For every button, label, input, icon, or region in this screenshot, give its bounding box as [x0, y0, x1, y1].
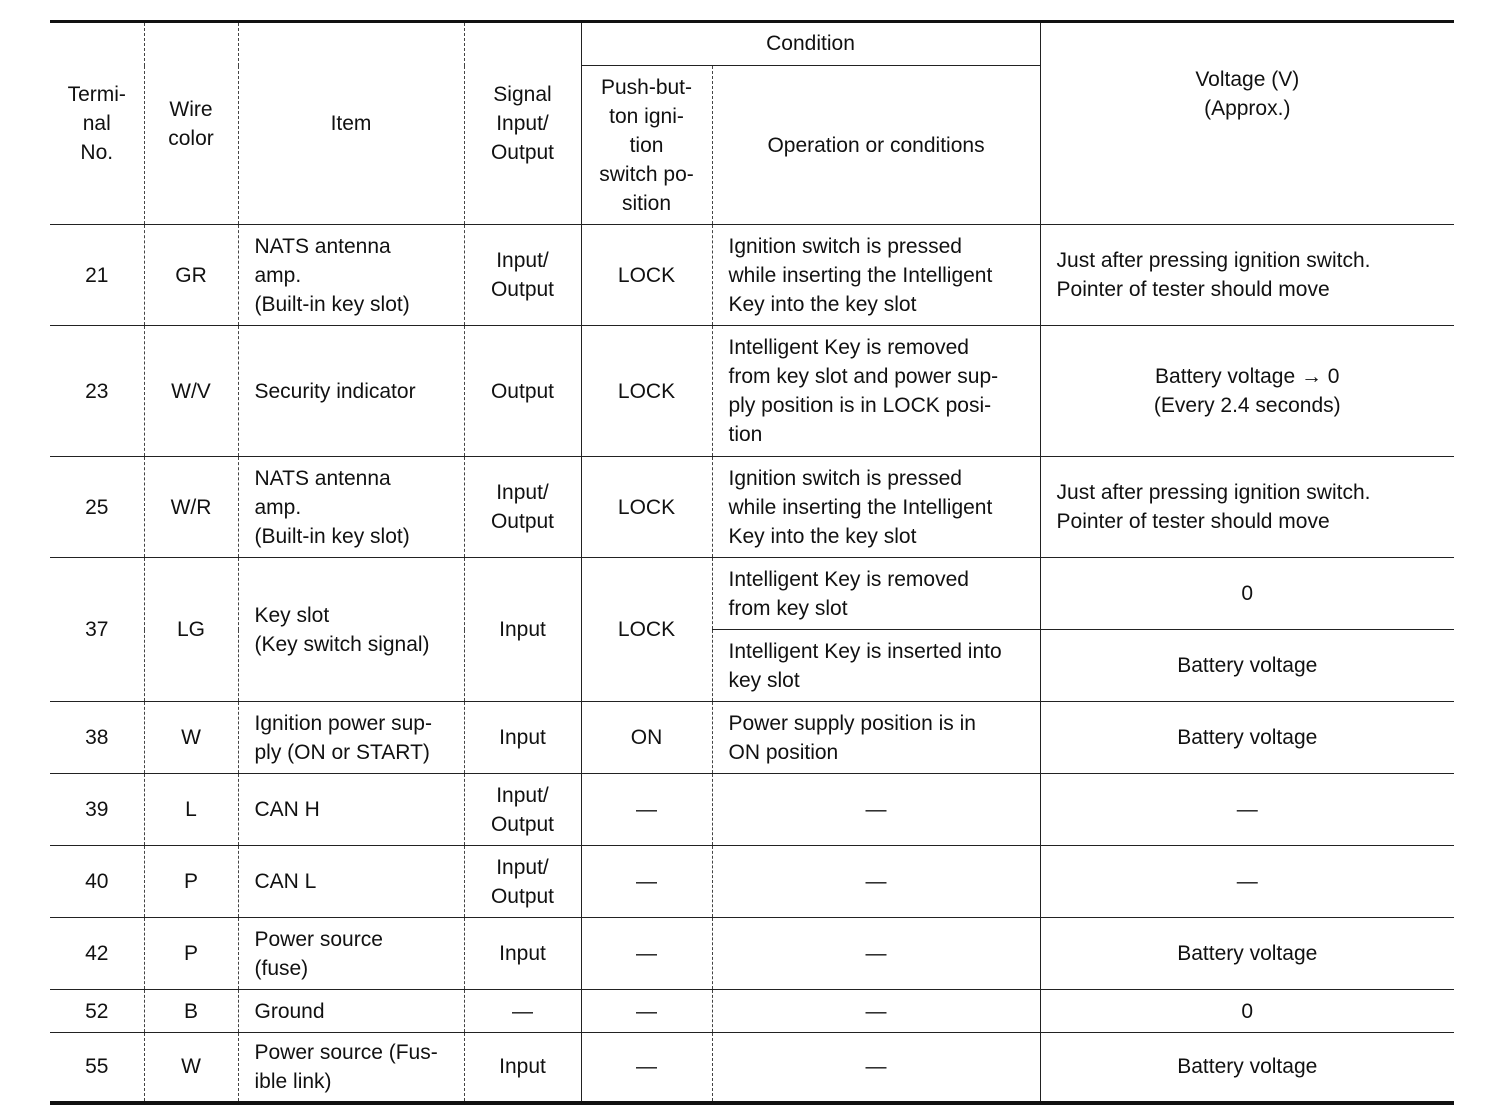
- terminal-cell: 38: [50, 702, 144, 774]
- header-signal: Signal Input/ Output: [464, 22, 581, 225]
- position-cell: LOCK: [581, 225, 712, 326]
- table-row: [50, 918, 1454, 990]
- terminal-cell: 37: [50, 558, 144, 702]
- wire-cell: P: [144, 846, 238, 918]
- condition-cell: Intelligent Key is inserted into key slot: [712, 630, 1040, 702]
- item-cell: Power source (Fus- ible link): [238, 1033, 464, 1103]
- item-cell: Power source (fuse): [238, 918, 464, 990]
- condition-cell: Intelligent Key is removed from key slot and power sup- ply position is in LOCK posi- tion: [712, 326, 1040, 457]
- terminal-cell: 40: [50, 846, 144, 918]
- table-row: [50, 558, 1454, 630]
- voltage-cell: 0: [1040, 990, 1454, 1033]
- terminal-cell: 25: [50, 457, 144, 558]
- condition-cell: Ignition switch is pressed while inserting the Intelligent Key into the key slot: [712, 457, 1040, 558]
- signal-cell: —: [464, 990, 581, 1033]
- item-cell: CAN H: [238, 774, 464, 846]
- position-cell: LOCK: [581, 457, 712, 558]
- table-row: [50, 990, 1454, 1033]
- wire-cell: B: [144, 990, 238, 1033]
- signal-cell: Input: [464, 702, 581, 774]
- terminal-cell: 52: [50, 990, 144, 1033]
- condition-cell: Intelligent Key is removed from key slot: [712, 558, 1040, 630]
- header-condition: Condition: [581, 22, 1040, 66]
- voltage-cell: Battery voltage: [1040, 630, 1454, 702]
- table-row: [50, 225, 1454, 326]
- wire-cell: W: [144, 1033, 238, 1103]
- voltage-cell: Just after pressing ignition switch. Pointer of tester should move: [1040, 225, 1454, 326]
- voltage-cell: Just after pressing ignition switch. Pointer of tester should move: [1040, 457, 1454, 558]
- position-cell: LOCK: [581, 558, 712, 702]
- item-cell: CAN L: [238, 846, 464, 918]
- position-cell: —: [581, 990, 712, 1033]
- wire-cell: L: [144, 774, 238, 846]
- table-row: [50, 702, 1454, 774]
- table-row: [50, 1033, 1454, 1103]
- condition-cell: —: [712, 918, 1040, 990]
- position-cell: —: [581, 846, 712, 918]
- wire-cell: GR: [144, 225, 238, 326]
- voltage-cell: —: [1040, 774, 1454, 846]
- wire-cell: W/V: [144, 326, 238, 457]
- position-cell: LOCK: [581, 326, 712, 457]
- wire-cell: W/R: [144, 457, 238, 558]
- position-cell: —: [581, 1033, 712, 1103]
- wire-cell: P: [144, 918, 238, 990]
- voltage-cell: Battery voltage: [1040, 702, 1454, 774]
- signal-cell: Input: [464, 918, 581, 990]
- condition-cell: —: [712, 774, 1040, 846]
- table-row: [50, 774, 1454, 846]
- header-terminal-no: Termi- nal No.: [50, 22, 144, 225]
- signal-cell: Input/ Output: [464, 774, 581, 846]
- condition-cell: —: [712, 1033, 1040, 1103]
- voltage-cell: Battery voltage → 0 (Every 2.4 seconds): [1040, 326, 1454, 457]
- terminal-cell: 21: [50, 225, 144, 326]
- terminal-cell: 42: [50, 918, 144, 990]
- position-cell: —: [581, 918, 712, 990]
- item-cell: Ignition power sup- ply (ON or START): [238, 702, 464, 774]
- signal-cell: Input: [464, 1033, 581, 1103]
- item-cell: Ground: [238, 990, 464, 1033]
- condition-cell: Ignition switch is pressed while inserting the Intelligent Key into the key slot: [712, 225, 1040, 326]
- condition-cell: Power supply position is in ON position: [712, 702, 1040, 774]
- voltage-cell: Battery voltage: [1040, 1033, 1454, 1103]
- voltage-cell: Battery voltage: [1040, 918, 1454, 990]
- table-row: [50, 846, 1454, 918]
- item-cell: Security indicator: [238, 326, 464, 457]
- table-header: [50, 22, 1454, 225]
- header-voltage: Voltage (V) (Approx.): [1040, 22, 1454, 225]
- terminal-table: [50, 20, 1454, 1105]
- condition-cell: —: [712, 990, 1040, 1033]
- signal-cell: Input/ Output: [464, 846, 581, 918]
- position-cell: —: [581, 774, 712, 846]
- signal-cell: Input/ Output: [464, 225, 581, 326]
- wire-cell: W: [144, 702, 238, 774]
- signal-cell: Output: [464, 326, 581, 457]
- voltage-cell: —: [1040, 846, 1454, 918]
- item-cell: NATS antenna amp. (Built-in key slot): [238, 457, 464, 558]
- table-row: [50, 326, 1454, 457]
- terminal-cell: 55: [50, 1033, 144, 1103]
- signal-cell: Input: [464, 558, 581, 702]
- table-row: [50, 457, 1454, 558]
- voltage-cell: 0: [1040, 558, 1454, 630]
- header-operation: Operation or conditions: [712, 66, 1040, 225]
- header-wire-color: Wire color: [144, 22, 238, 225]
- position-cell: ON: [581, 702, 712, 774]
- terminal-cell: 39: [50, 774, 144, 846]
- header-item: Item: [238, 22, 464, 225]
- terminal-cell: 23: [50, 326, 144, 457]
- item-cell: Key slot (Key switch signal): [238, 558, 464, 702]
- table-body: [50, 225, 1454, 1103]
- wire-cell: LG: [144, 558, 238, 702]
- header-switch-position: Push-but- ton igni- tion switch po- sition: [581, 66, 712, 225]
- item-cell: NATS antenna amp. (Built-in key slot): [238, 225, 464, 326]
- condition-cell: —: [712, 846, 1040, 918]
- signal-cell: Input/ Output: [464, 457, 581, 558]
